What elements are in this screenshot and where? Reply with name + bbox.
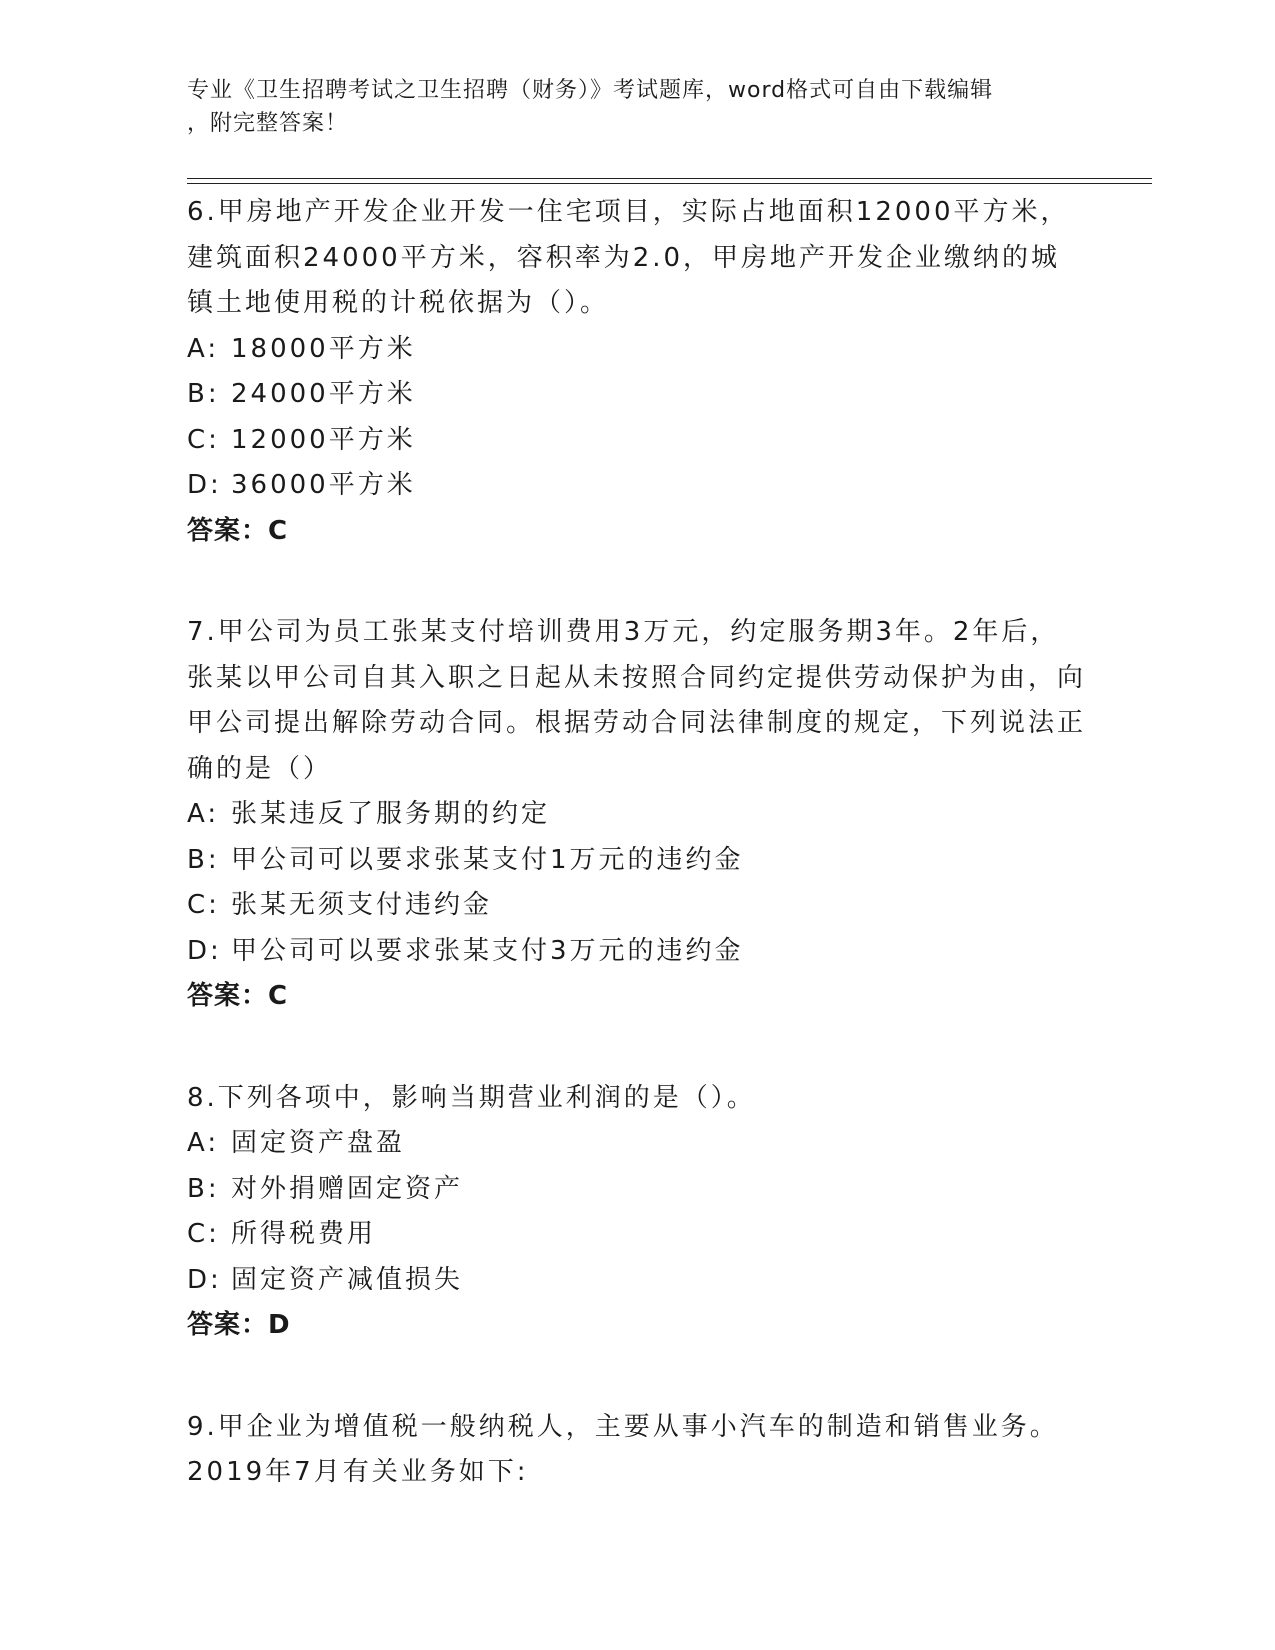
answer-line [187, 974, 1107, 1020]
option-text: 12000平方米 [231, 424, 416, 455]
option-b [187, 372, 1107, 418]
option-text: 固定资产盘盈 [231, 1128, 406, 1158]
header-line-2: ，附完整答案！ [187, 111, 349, 136]
option-text: 对外捐赠固定资产 [231, 1173, 464, 1204]
question-6 [187, 190, 1107, 554]
option-key: B: [187, 1173, 220, 1204]
option-key: A: [187, 333, 220, 364]
option-text: 36000平方米 [231, 470, 416, 500]
question-9 [187, 1405, 1107, 1496]
option-a [187, 327, 1107, 373]
option-text: 所得税费用 [231, 1219, 377, 1249]
option-text: 固定资产减值损失 [231, 1264, 464, 1295]
answer-line [187, 1303, 1107, 1349]
option-b [187, 838, 1107, 884]
question-8 [187, 1076, 1107, 1349]
option-text: 甲公司可以要求张某支付1万元的违约金 [231, 844, 744, 875]
option-key: D: [187, 1264, 222, 1295]
option-key: D: [187, 470, 222, 500]
answer-value: C [268, 981, 289, 1011]
answer-label: 答案： [187, 1310, 269, 1340]
option-key: C: [187, 424, 220, 455]
option-d [187, 929, 1107, 975]
option-key: D: [187, 935, 222, 966]
option-text: 24000平方米 [231, 379, 416, 409]
option-d [187, 1258, 1107, 1304]
header-divider-top [187, 178, 1152, 179]
header-divider-bottom [187, 183, 1152, 184]
option-key: B: [187, 379, 220, 409]
option-c [187, 418, 1107, 464]
option-a [187, 792, 1107, 838]
document-header [187, 74, 1087, 140]
answer-value: D [268, 1310, 291, 1340]
option-key: C: [187, 890, 220, 920]
option-key: A: [187, 1128, 220, 1158]
option-text: 甲公司可以要求张某支付3万元的违约金 [231, 935, 744, 966]
option-c [187, 1212, 1107, 1258]
question-stem: 7.甲公司为员工张某支付培训费用3万元，约定服务期3年。2年后，张某以甲公司自其入职之日起从未按照合同约定提供劳动保护为由，向甲公司提出解除劳动合同。根据劳动合同法律制度的规定，下列说法正确的是（） [187, 617, 1087, 784]
option-a [187, 1121, 1107, 1167]
option-b [187, 1167, 1107, 1213]
option-c [187, 883, 1107, 929]
option-text: 张某违反了服务期的约定 [231, 799, 551, 829]
option-text: 张某无须支付违约金 [231, 890, 493, 920]
question-7 [187, 610, 1107, 1020]
question-stem: 8.下列各项中，影响当期营业利润的是（）。 [187, 1082, 756, 1113]
header-line-1: 专业《卫生招聘考试之卫生招聘（财务）》考试题库，word格式可自由下载编辑 [187, 78, 994, 103]
answer-label: 答案： [187, 981, 269, 1011]
question-list [187, 190, 1107, 1552]
answer-label: 答案： [187, 515, 269, 546]
option-text: 18000平方米 [231, 333, 416, 364]
option-key: A: [187, 799, 220, 829]
option-key: B: [187, 844, 220, 875]
option-d [187, 463, 1107, 509]
answer-line [187, 509, 1107, 555]
answer-value: C [268, 515, 289, 546]
question-stem: 9.甲企业为增值税一般纳税人，主要从事小汽车的制造和销售业务。2019年7月有关业务如下: [187, 1411, 1059, 1487]
option-key: C: [187, 1219, 220, 1249]
question-stem: 6.甲房地产开发企业开发一住宅项目，实际占地面积12000平方米，建筑面积24000平方米，容积率为2.0，甲房地产开发企业缴纳的城镇土地使用税的计税依据为（）。 [187, 197, 1070, 318]
